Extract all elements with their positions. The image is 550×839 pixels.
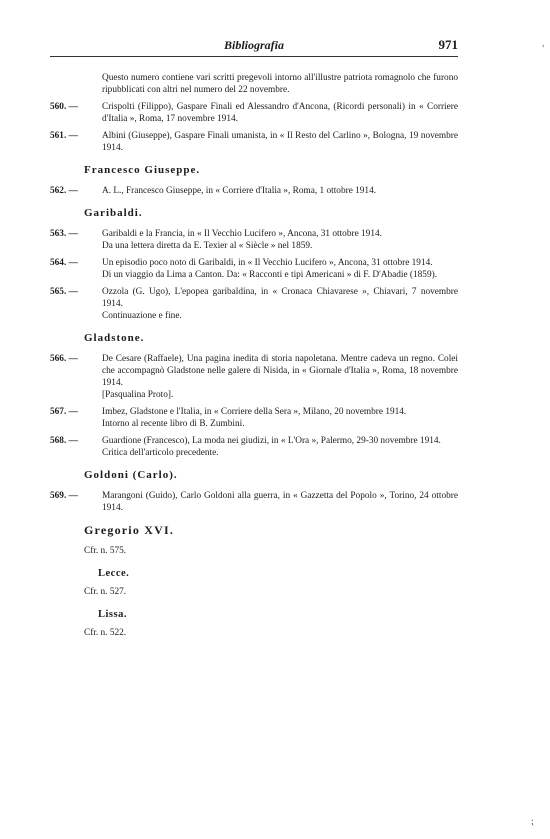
entry-text [102,101,458,125]
entry-text [102,257,458,281]
entry-citation: Ozzola (G. Ugo), L'epopea garibaldina, in « Cronaca Chiavarese », Chiavari, 7 novembre 1914. [102,287,458,309]
entry-number: 567. — [50,407,78,417]
entry-number: 561. — [50,131,78,141]
cross-reference: Cfr. n. 522. [84,628,127,638]
entry-number: 568. — [50,436,78,446]
entry-number: 569. — [50,491,78,501]
bibliography-entry [50,130,458,154]
entry-number: 566. — [50,354,78,364]
continued-note: Questo numero contiene vari scritti pregevoli intorno all'illustre patriota romagnolo che furono ripubblicati con altri nel numero del 22 novembre. [102,73,458,95]
entry-text [102,353,458,401]
entry-annotation: Continuazione e fine. [102,311,182,321]
bibliography-entry [50,257,458,281]
entry-list [50,101,458,154]
bibliography-entry [50,286,458,322]
section-heading-lissa: Lissa. [98,609,127,620]
entry-number: 565. — [50,287,78,297]
entry-citation: Imbez, Gladstone e l'Italia, in « Corriere della Sera », Milano, 20 novembre 1914. [102,407,407,417]
section-heading-garibaldi: Garibaldi. [84,207,143,219]
entry-annotation: Da una lettera diretta da E. Texier al « Siècle » nel 1859. [102,241,313,251]
bibliography-entry [50,228,458,252]
entry-text [102,228,458,252]
entry-list [50,185,458,197]
section-heading-lecce: Lecce. [98,568,130,579]
entry-citation: Albini (Giuseppe), Gaspare Finali umanista, in « Il Resto del Carlino », Bologna, 19 novembre 1914. [102,131,458,153]
bibliography-entry [50,353,458,401]
entry-text [102,406,458,430]
entry-citation: Crispolti (Filippo), Gaspare Finali ed Alessandro d'Ancona, (Ricordi personali) in « Corriere d'Italia », Roma, 17 novembre 1914. [102,102,458,124]
bibliography-body [50,72,458,645]
entry-text [102,286,458,322]
entry-citation: De Cesare (Raffaele), Una pagina inedita di storia napoletana. Mentre cadeva un regno. Colei che accompagnò Gladstone nelle galere di Nisida, in « Giornale d'Italia », Roma, 18 novembre 1914. [102,354,458,388]
entry-annotation: Intorno al recente libro di B. Zumbini. [102,419,245,429]
entry-text [102,130,458,154]
entry-list [50,228,458,322]
bibliography-entry [50,490,458,514]
entry-list [50,353,458,459]
page-number: 971 [438,37,458,52]
bibliography-entry [50,406,458,430]
entry-text [102,490,458,514]
bibliography-entry [50,185,458,197]
section-heading-gladstone: Gladstone. [84,332,145,344]
entry-citation: Marangoni (Guido), Carlo Goldoni alla guerra, in « Gazzetta del Popolo », Torino, 24 ottobre 1914. [102,491,458,513]
entry-citation: Garibaldi e la Francia, in « Il Vecchio Lucifero », Ancona, 31 ottobre 1914. [102,229,382,239]
entry-text [102,185,458,197]
page-header [50,34,458,57]
section-heading-francesco-giuseppe: Francesco Giuseppe. [84,164,201,176]
entry-number: 563. — [50,229,78,239]
margin-mark: ' [542,44,544,55]
section-heading-gregorio-xvi: Gregorio XVI. [84,523,175,537]
entry-number: 560. — [50,102,78,112]
bibliography-entry [50,435,458,459]
entry-number: 562. — [50,186,78,196]
entry-annotation: [Pasqualina Proto]. [102,390,174,400]
entry-number: 564. — [50,258,78,268]
running-title: Bibliografia [223,38,284,52]
entry-citation: A. L., Francesco Giuseppe, in « Corriere d'Italia », Roma, 1 ottobre 1914. [102,186,377,196]
section-heading-goldoni: Goldoni (Carlo). [84,469,178,481]
margin-mark-bottom: ⁏ [530,816,534,827]
entry-citation: Guardione (Francesco), La moda nei giudizi, in « L'Ora », Palermo, 29-30 novembre 1914. [102,436,441,446]
bibliography-entry [50,101,458,125]
entry-list [50,490,458,514]
entry-citation: Un episodio poco noto di Garibaldi, in « Il Vecchio Lucifero », Ancona, 31 ottobre 1914. [102,258,433,268]
entry-text [102,435,458,459]
cross-reference: Cfr. n. 527. [84,587,127,597]
entry-annotation: Di un viaggio da Lima a Canton. Da: « Racconti e tipi Americani » di F. D'Abadie (1859). [102,270,438,280]
cross-reference: Cfr. n. 575. [84,546,127,556]
entry-annotation: Critica dell'articolo precedente. [102,448,219,458]
